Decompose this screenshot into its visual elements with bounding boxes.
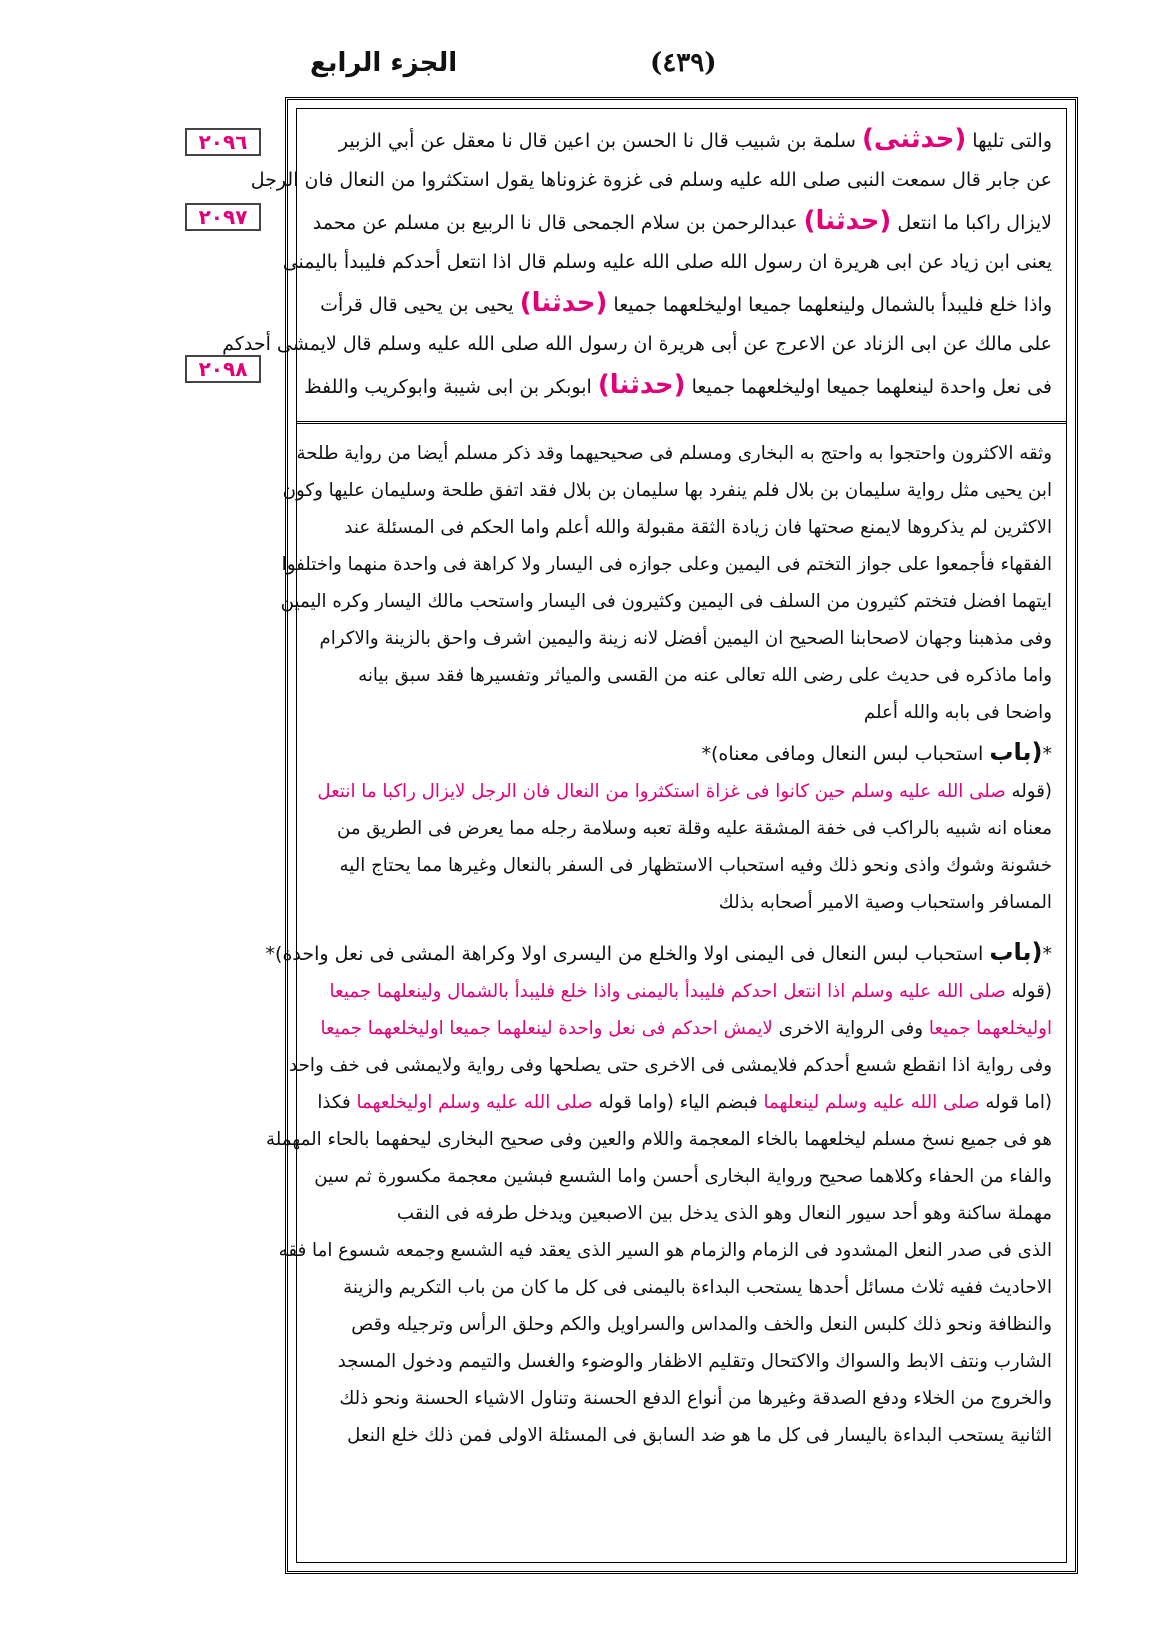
commentary-line: الذى فى صدر النعل المشدود فى الزمام والزمام هو السير الذى يعقد فيه الشسع وجمعه شسوع اما فقه [278, 1240, 1052, 1261]
chapter-heading: *(باب استحباب لبس النعال فى اليمنى اولا والخلع من اليسرى اولا وكراهة المشى فى نعل واحدة)* [265, 938, 1052, 966]
commentary-line: واضحا فى بابه والله أعلم [863, 702, 1052, 723]
chapter-heading: *(باب استحباب لبس النعال ومافى معناه)* [701, 738, 1052, 766]
commentary-line: الفقهاء فأجمعوا على جواز التختم فى اليمين وعلى جوازه فى اليسار ولا كراهة فى واحدة منهما واختلفوا [281, 554, 1052, 575]
hadith-line: عن جابر قال سمعت النبى صلى الله عليه وسلم فى غزوة غزوناها يقول استكثروا من النعال فان الرجل [250, 169, 1052, 191]
hadith-number-badge: ٢٠٩٨ [185, 355, 261, 383]
commentary-line: معناه انه شبيه بالراكب فى خفة المشقة عليه وقلة تعبه وسلامة رجله مما يعرض فى الطريق من [337, 818, 1052, 839]
section-divider [297, 421, 1066, 424]
part-title: الجزء الرابع [310, 48, 458, 78]
commentary-line: ايتهما افضل فتختم كثيرون من السلف فى اليمين وكثيرون فى اليسار واستحب مالك اليسار وكره اليمين [280, 591, 1052, 612]
commentary-line: وفى رواية اذا انقطع شسع أحدكم فلايمشى فى الاخرى حتى يصلحها وفى رواية ولايمشى فى خف واحد [289, 1055, 1052, 1076]
commentary-line: الثانية يستحب البداءة باليسار فى كل ما هو ضد السابق فى المسئلة الاولى فمن ذلك خلع النعل [347, 1425, 1052, 1446]
commentary-line: والنظافة ونحو ذلك كلبس النعل والخف والمداس والسراويل والكم وحلق الرأس وترجيله وقص [351, 1314, 1052, 1335]
commentary-line: الاكثرين لم يذكروها لايمنع صحتها فان زيادة الثقة مقبولة والله أعلم واما الحكم فى المسئلة عند [344, 517, 1052, 538]
commentary-line: الاحاديث ففيه ثلاث مسائل أحدها يستحب البداءة باليمنى فى كل ما كان من باب التكريم والزينة [343, 1277, 1052, 1298]
commentary-line: وثقه الاكثرون واحتجوا به واحتج به البخارى ومسلم فى صحيحيهما وقد ذكر مسلم أيضا من رواية طلحة [296, 443, 1052, 464]
quote-line: (قوله صلى الله عليه وسلم حين كانوا فى غزاة استكثروا من النعال فان الرجل لايزال راكبا ما انتعل [317, 781, 1052, 802]
quote-line: اوليخلعهما جميعا وفى الرواية الاخرى لايمش احدكم فى نعل واحدة لينعلهما جميعا اوليخلعهما جميعا [320, 1018, 1052, 1039]
commentary-line: المسافر واستحباب وصية الامير أصحابه بذلك [718, 892, 1052, 913]
hadith-line: فى نعل واحدة لينعلهما جميعا اوليخلعهما جميعا (حدثنا) ابوبكر بن ابى شيبة وابوكريب واللفظ [304, 370, 1052, 400]
quote-line: (اما قوله صلى الله عليه وسلم لينعلهما فبضم الياء (واما قوله صلى الله عليه وسلم اوليخلعهما فكذا [317, 1092, 1052, 1113]
commentary-block [265, 435, 1066, 1454]
haddathana-marker: (حدثنا) [519, 288, 608, 318]
commentary-line: خشونة وشوك واذى ونحو ذلك وفيه استحباب الاستظهار فى السفر بالنعال وغيرها مما يحتاج اليه [339, 855, 1052, 876]
haddathana-marker: (حدثنا) [597, 370, 686, 400]
page-number: (٤٣٩) [650, 48, 717, 78]
commentary-line: ابن يحيى مثل رواية سليمان بن بلال فلم ينفرد بها سليمان بن بلال فقد اتفق طلحة وسليمان عليها وكون [282, 480, 1052, 501]
commentary-line: هو فى جميع نسخ مسلم ليخلعهما بالخاء المعجمة واللام والعين وفى صحيح البخارى ليحفهما بالحاء المهملة [265, 1129, 1052, 1150]
commentary-line: والفاء من الحفاء وكلاهما صحيح ورواية البخارى أحسن واما الشسع فبشين معجمة مكسورة ثم سين [314, 1166, 1052, 1187]
commentary-line: والخروج من الخلاء ودفع الصدقة وغيرها من أنواع الدفع الحسنة وتناول الاشياء الحسنة ونحو ذلك [339, 1388, 1052, 1409]
commentary-line: مهملة ساكنة وهو أحد سيور النعال وهو الذى يدخل بين الاصبعين ويدخل طرفه فى النقب [396, 1203, 1052, 1224]
haddathana-marker: (حدثنا) [803, 206, 892, 236]
hadith-line: يعنى ابن زياد عن ابى هريرة ان رسول الله صلى الله عليه وسلم قال اذا انتعل أحدكم فليبدأ باليمنى [282, 251, 1052, 273]
commentary-line: الشارب ونتف الابط والسواك والاكتحال وتقليم الاظفار والوضوء والغسل والتيمم ودخول المسجد [337, 1351, 1052, 1372]
hadith-line: واذا خلع فليبدأ بالشمال ولينعلهما جميعا اوليخلعهما جميعا (حدثنا) يحيى بن يحيى قال قرأت [320, 288, 1052, 318]
hadith-number-badge: ٢٠٩٦ [185, 128, 261, 156]
commentary-line: واما ماذكره فى حديث على رضى الله تعالى عنه من القسى والمياثر وتفسيرها فقد سبق بيانه [358, 665, 1052, 686]
commentary-line: وفى مذهبنا وجهان لاصحابنا الصحيح ان اليمين أفضل لانه زينة واليمين اشرف واحق بالزينة والاكرام [319, 628, 1052, 649]
hadith-line: والتى تليها (حدثنى) سلمة بن شبيب قال نا الحسن بن اعين قال نا معقل عن أبي الزبير [338, 124, 1052, 154]
haddathana-marker: (حدثنى) [862, 124, 967, 154]
quote-line: (قوله صلى الله عليه وسلم اذا انتعل احدكم فليبدأ باليمنى واذا خلع فليبدأ بالشمال ولينعلهما جميعا [329, 981, 1052, 1002]
hadith-number-badge: ٢٠٩٧ [185, 203, 261, 231]
hadith-line: على مالك عن ابى الزناد عن الاعرج عن أبى هريرة ان رسول الله صلى الله عليه وسلم قال لايمشى أحدكم [222, 333, 1052, 355]
hadith-line: لايزال راكبا ما انتعل (حدثنا) عبدالرحمن بن سلام الجمحى قال نا الربيع بن مسلم عن محمد [312, 206, 1052, 236]
